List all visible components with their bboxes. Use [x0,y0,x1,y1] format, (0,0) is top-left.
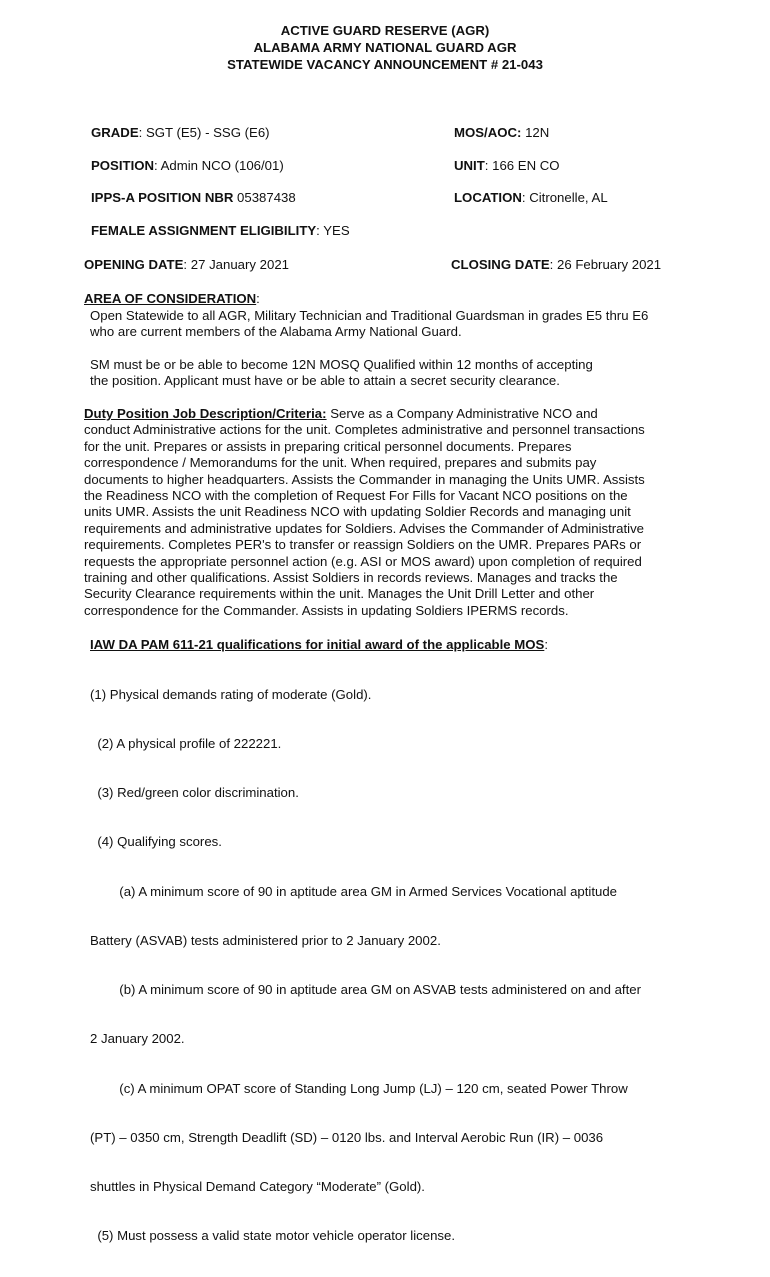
unit-value: : 166 EN CO [484,158,560,173]
mos-label: MOS/AOC: [454,125,522,140]
header-line-3: STATEWIDE VACANCY ANNOUNCEMENT # 21-043 [227,57,543,72]
area-paragraph [90,308,648,341]
qual-heading-line [90,637,548,653]
female-eligibility-label: FEMALE ASSIGNMENT ELIGIBILITY [91,223,317,238]
sm-line: SM must be or be able to become 12N MOSQ Qualified within 12 months of accepting [90,357,593,372]
qual-line: (2) A physical profile of 222221. [90,736,282,752]
duty-line: the Readiness NCO with the completion of Request For Fills for Vacant NCO positions on the [84,488,628,504]
duty-line: requests the appropriate personnel action (e.g. ASI or MOS award) upon completion of required [84,553,642,569]
qualifications-heading: IAW DA PAM 611-21 qualifications for initial award of the applicable MOS [90,637,545,652]
duty-line: correspondence for the Commander. Assists in updating Soldiers IPERMS records. [84,602,569,618]
closing-date-label: CLOSING DATE [451,257,550,272]
ipps-value: 05387438 [233,190,296,205]
qual-list [90,654,641,1277]
position-field [91,158,284,174]
opening-date-field [84,257,289,273]
qual-line: shuttles in Physical Demand Category “Moderate” (Gold). [90,1179,425,1194]
female-eligibility-field [91,223,350,239]
grade-value: : SGT (E5) - SSG (E6) [138,125,270,140]
position-value: : Admin NCO (106/01) [154,158,284,173]
qual-line: Battery (ASVAB) tests administered prior to 2 January 2002. [90,932,441,948]
opening-date-value: : 27 January 2021 [183,257,289,272]
area-of-consideration-heading: AREA OF CONSIDERATION [84,291,257,306]
position-label: POSITION [91,158,155,173]
unit-label: UNIT [454,158,485,173]
qual-line: (4) Qualifying scores. [90,834,222,850]
mos-field [454,125,549,141]
qual-line: 2 January 2002. [90,1031,185,1047]
duty-paragraph [84,406,645,619]
qual-line: (PT) – 0350 cm, Strength Deadlift (SD) – 0120 lbs. and Interval Aerobic Run (IR) – 0036 [90,1129,604,1145]
location-field [454,190,608,206]
qual-line: (c) A minimum OPAT score of Standing Long Jump (LJ) – 120 cm, seated Power Throw [90,1080,628,1096]
ipps-field [91,190,296,206]
mos-value: 12N [521,125,550,140]
ipps-label: IPPS-A POSITION NBR [91,190,234,205]
duty-heading: Duty Position Job Description/Criteria: [84,406,327,421]
qual-line: (a) A minimum score of 90 in aptitude area GM in Armed Services Vocational aptitude [90,883,618,899]
grade-field [91,125,270,141]
qual-line: (1) Physical demands rating of moderate (Gold). [90,686,372,702]
area-heading-suffix: : [256,291,260,306]
sm-line: the position. Applicant must have or be able to attain a secret security clearance. [90,373,560,389]
sm-paragraph [90,357,593,390]
unit-field [454,158,560,174]
female-eligibility-value: : YES [316,223,350,238]
duty-line: requirements and administrative updates for Soldiers. Advises the Commander of Administrative [84,520,645,536]
closing-date-value: : 26 February 2021 [549,257,662,272]
duty-line: training and other qualifications. Assist Soldiers in records reviews. Manages and tracks the [84,570,618,586]
duty-line: Security Clearance requirements within the unit. Manages the Unit Drill Letter and other [84,586,595,602]
qual-heading-suffix: : [544,637,548,652]
header-line-1: ACTIVE GUARD RESERVE (AGR) [280,23,490,38]
qual-line: (5) Must possess a valid state motor vehicle operator license. [90,1228,456,1244]
duty-first-line-text: Serve as a Company Administrative NCO and [326,406,598,421]
area-line: who are current members of the Alabama Army National Guard. [90,324,462,340]
location-label: LOCATION [454,190,522,205]
area-line: Open Statewide to all AGR, Military Technician and Traditional Guardsman in grades E5 thru E6 [90,308,649,323]
qual-line: (3) Red/green color discrimination. [90,785,299,801]
header-line-2: ALABAMA ARMY NATIONAL GUARD AGR [253,40,517,55]
duty-line: correspondence / Memorandums for the unit. When required, prepares and submits pay [84,455,597,471]
duty-line: for the unit. Prepares or assists in preparing critical personnel documents. Prepares [84,438,572,454]
duty-line: conduct Administrative actions for the unit. Completes administrative and personnel transactions [84,422,645,438]
duty-line: units UMR. Assists the unit Readiness NCO with updating Soldier Records and managing unit [84,504,631,520]
grade-label: GRADE [91,125,139,140]
duty-first-line [84,406,645,422]
duty-line: requirements. Completes PER's to transfer or reassign Soldiers on the UMR. Prepares PARs or [84,537,642,553]
location-value: : Citronelle, AL [521,190,608,205]
duty-line: documents to higher headquarters. Assists the Commander in managing the Units UMR. Assists [84,471,645,487]
opening-date-label: OPENING DATE [84,257,184,272]
area-heading-line [84,291,260,307]
closing-date-field [451,257,661,273]
qual-line: (b) A minimum score of 90 in aptitude area GM on ASVAB tests administered on and after [90,982,641,998]
